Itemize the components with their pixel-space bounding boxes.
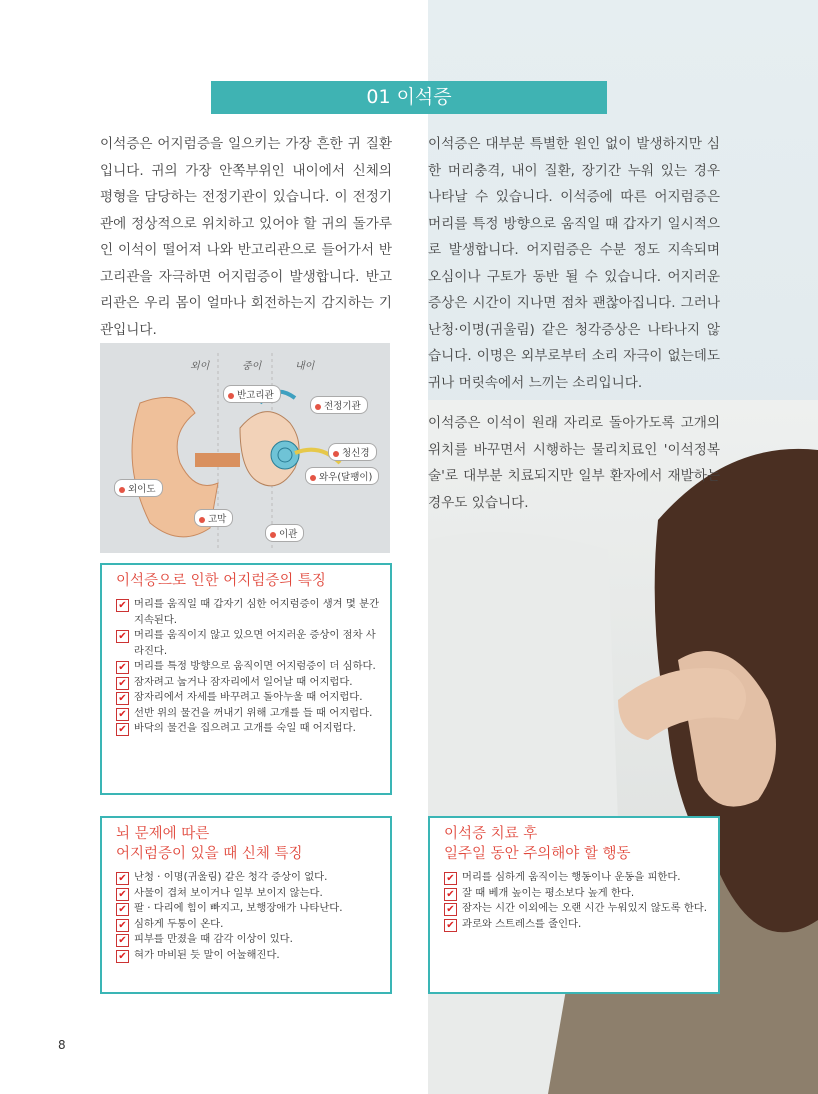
label-ossicles: 이관 [265,524,304,542]
checkbox-icon: ✔ [444,919,457,932]
checkbox-icon: ✔ [116,872,129,885]
list-item: ✔ 난청 · 이명(귀울림) 같은 청각 증상이 없다. [116,870,382,886]
vertigo-features-list [116,597,382,737]
checkbox-icon: ✔ [116,708,129,721]
checkbox-icon: ✔ [116,950,129,963]
checkbox-icon: ✔ [116,630,129,643]
intro-paragraph: 이석증은 어지럼증을 일으키는 가장 흔한 귀 질환입니다. 귀의 가장 안쪽부위인 내이에서 신체의 평형을 담당하는 전정기관이 있습니다. 이 전정기관에 정상적으로 위치하고 있어야 할 귀의 돌가루인 이석이 떨어져 나와 반고리관으로 들어가서 반고리관을 자극하면 어지럼증이 발생합니다. 반고리관은 우리 몸이 얼마나 회전하는지 감지하는 기관입니다. [100,136,392,338]
treatment-paragraph: 이석증은 이석이 원래 자리로 돌아가도록 고개의 위치를 바꾸면서 시행하는 물리치료인 '이석정복술'로 대부분 치료되지만 일부 환자에서 재발하는 경우도 있습니다. [428,415,720,511]
checkbox-icon: ✔ [444,888,457,901]
checkbox-icon: ✔ [116,919,129,932]
brain-dizziness-title-line2: 어지럼증이 있을 때 신체 특징 [116,846,303,862]
vertigo-features-title: 이석증으로 인한 어지럼증의 특징 [116,573,326,589]
checkbox-icon: ✔ [116,903,129,916]
checkbox-icon: ✔ [116,934,129,947]
brain-dizziness-title [116,824,303,864]
list-item: ✔ 바닥의 물건을 집으려고 고개를 숙일 때 어지럽다. [116,721,382,737]
list-item: ✔ 머리를 심하게 움직이는 행동이나 운동을 피한다. [444,870,710,886]
list-item: ✔ 혀가 마비된 듯 말이 어눌해진다. [116,948,382,964]
list-item: ✔ 팔 · 다리에 힘이 빠지고, 보행장애가 나타난다. [116,901,382,917]
brain-dizziness-list [116,870,382,963]
brain-dizziness-title-line1: 뇌 문제에 따른 [116,826,210,842]
list-item: ✔ 잠자는 시간 이외에는 오랜 시간 누워있지 않도록 한다. [444,901,710,917]
list-item: ✔ 머리를 특정 방향으로 움직이면 어지럼증이 더 심하다. [116,659,382,675]
cause-paragraph: 이석증은 대부분 특별한 원인 없이 발생하지만 심한 머리충격, 내이 질환, 장기간 누워 있는 경우 나타날 수 있습니다. 이석증에 따른 어지럼증은 머리를 특정 방향으로 움직일 때 갑자기 일시적으로 발생합니다. 어지럼증은 수분 정도 지속되며 오심이나 구토가 동반 될 수 있습니다. 어지러운 증상은 시간이 지나면 점차 괜찮아집니다. 그러나 난청·이명(귀울림) 같은 청각증상은 나타나지 않습니다. 이명은 외부로부터 소리 자극이 없는데도 귀나 머릿속에서 느끼는 소리입니다. [428,136,720,391]
vertigo-features-box [100,563,392,795]
region-outer-ear: 외이 [190,361,210,372]
region-inner-ear: 내이 [295,361,315,372]
post-treatment-box [428,816,720,994]
checkbox-icon: ✔ [116,723,129,736]
post-treatment-list [444,870,710,932]
list-item: ✔ 사물이 겹쳐 보이거나 일부 보이지 않는다. [116,886,382,902]
checkbox-icon: ✔ [116,677,129,690]
label-vestibular: 전정기관 [310,396,368,414]
list-item: ✔ 피부를 만졌을 때 감각 이상이 있다. [116,932,382,948]
checkbox-icon: ✔ [116,661,129,674]
label-eardrum: 고막 [194,509,233,527]
section-title: 01 이석증 [211,81,607,114]
list-item: ✔ 심하게 두통이 온다. [116,917,382,933]
ear-diagram [100,343,390,553]
checkbox-icon: ✔ [116,888,129,901]
list-item: ✔ 선반 위의 물건을 꺼내기 위해 고개를 들 때 어지럽다. [116,706,382,722]
list-item: ✔ 잠자려고 눕거나 잠자리에서 일어날 때 어지럽다. [116,675,382,691]
list-item: ✔ 과로와 스트레스를 줄인다. [444,917,710,933]
list-item: ✔ 잠자리에서 자세를 바꾸려고 돌아누울 때 어지럽다. [116,690,382,706]
label-auditory-nerve: 청신경 [328,443,377,461]
post-treatment-title [444,824,631,864]
post-treatment-title-line1: 이석증 치료 후 [444,826,538,842]
checkbox-icon: ✔ [444,903,457,916]
list-item: ✔ 잘 때 베개 높이는 평소보다 높게 한다. [444,886,710,902]
page-number: 8 [58,1038,66,1052]
checkbox-icon: ✔ [116,692,129,705]
brain-dizziness-box [100,816,392,994]
label-ear-canal: 외이도 [114,479,163,497]
list-item: ✔ 머리를 움직이지 않고 있으면 어지러운 증상이 점차 사라진다. [116,628,382,659]
post-treatment-title-line2: 일주일 동안 주의해야 할 행동 [444,846,631,862]
checkbox-icon: ✔ [444,872,457,885]
label-semicircular: 반고리관 [223,385,281,403]
region-middle-ear: 중이 [242,361,262,372]
checkbox-icon: ✔ [116,599,129,612]
label-cochlea: 와우(달팽이) [305,467,379,485]
list-item: ✔ 머리를 움직일 때 갑자기 심한 어지럼증이 생겨 몇 분간 지속된다. [116,597,382,628]
